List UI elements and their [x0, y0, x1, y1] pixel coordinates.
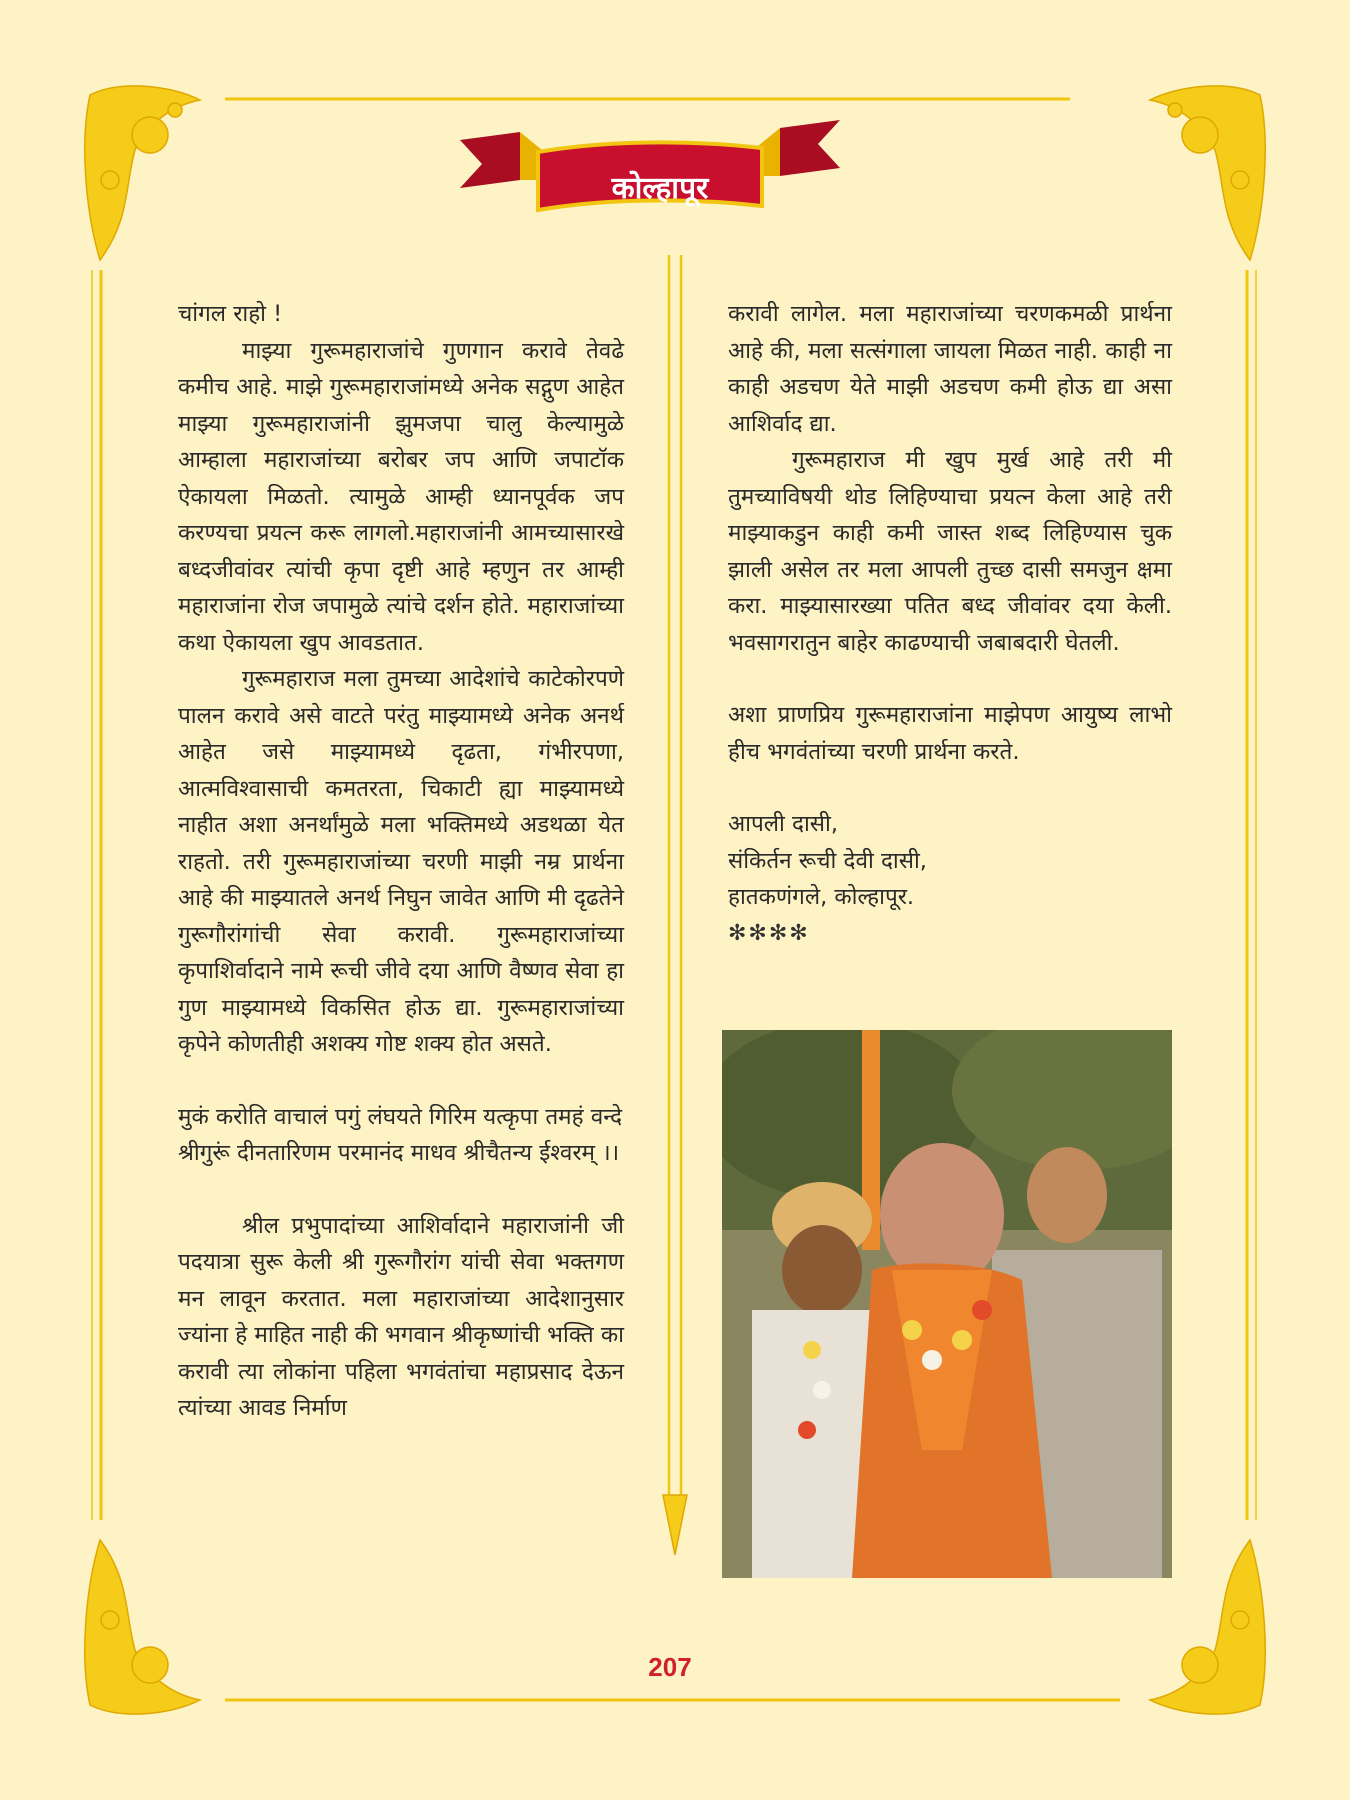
paragraph: गुरूमहाराज मला तुमच्या आदेशांचे काटेकोरपणे पालन करावे असे वाटते परंतु माझ्यामध्ये अनेक अनर्थ आहेत जसे माझ्यामध्ये दृढता, गंभीरपणा, आत्मविश्वासाची कमतरता, चिकाटी ह्या माझ्यामध्ये नाहीत अशा अनर्थांमुळे मला भक्तिमध्ये अडथळा येत राहतो. तरी गुरूमहाराजांच्या चरणी माझी नम्र प्रार्थना आहे की माझ्यातले अनर्थ निघुन जावेत आणि मी दृढतेने गुरूगौरांगांची सेवा करावी. गुरूमहाराजांच्या कृपाशिर्वादाने नामे रूची जीवे दया आणि वैष्णव सेवा हा गुण माझ्यामध्ये विकसित होऊ द्या. गुरूमहाराजांच्या कृपेने कोणतीही अशक्य गोष्ट शक्य होत असते. — [178, 666, 624, 1057]
column-divider — [655, 255, 695, 1555]
left-column — [178, 296, 624, 1427]
right-column — [728, 296, 1172, 952]
paragraph: श्रील प्रभुपादांच्या आशिर्वादाने महाराजांनी जी पदयात्रा सुरू केली श्री गुरूगौरांग यांची सेवा भक्तगण मन लावून करतात. मला महाराजांच्या आदेशानुसार ज्यांना हे माहित नाही की भगवान श्रीकृष्णांची भक्ति का करावी त्या लोकांना पहिला भगवंतांचा महाप्रसाद देऊन त्यांच्या आवड निर्माण — [178, 1212, 624, 1421]
photo-illustration — [722, 1030, 1172, 1578]
paragraph: चांगल राहो ! — [178, 301, 283, 327]
paragraph: अशा प्राणप्रिय गुरूमहाराजांना माझेपण आयुष्य लाभो हीच भगवंतांच्या चरणी प्रार्थना करते. — [728, 702, 1172, 765]
corner-ornament-icon — [85, 86, 200, 260]
signature-line: हातकणंगले, कोल्हापूर. — [728, 884, 915, 910]
verse-line: मुकं करोति वाचालं पगुं लंघयते गिरिम यत्कृपा तमहं वन्दे — [178, 1103, 623, 1130]
paragraph: करावी लागेल. मला महाराजांच्या चरणकमळी प्रार्थना आहे की, मला सत्संगाला जायला मिळत नाही. काही ना काही अडचण येते माझी अडचण कमी होऊ द्या असा आशिर्वाद द्या. — [728, 301, 1172, 437]
photo — [722, 1030, 1172, 1578]
page-title: कोल्हापूर — [611, 171, 709, 206]
page-number: 207 — [648, 1652, 692, 1682]
verse-line: श्रीगुरूं दीनतारिणम परमानंद माधव श्रीचैतन्य ईश्वरम् ।। — [178, 1140, 620, 1166]
signature-line: संकिर्तन रूची देवी दासी, — [728, 847, 927, 874]
paragraph: माझ्या गुरूमहाराजांचे गुणगान करावे तेवढे कमीच आहे. माझे गुरूमहाराजांमध्ये अनेक सद्गुण आहेत माझ्या गुरूमहाराजांनी झुमजपा चालु केल्यामुळे आम्हाला महाराजांच्या बरोबर जप आणि जपाटॉक ऐकायला मिळतो. त्यामुळे आम्ही ध्यानपूर्वक जप करण्यचा प्रयत्न करू लागलो.महाराजांनी आमच्यासारखे बध्दजीवांवर त्यांची कृपा दृष्टी आहे म्हणुन तर आम्ही महाराजांना रोज जपामुळे त्यांचे दर्शन होते. महाराजांच्या कथा ऐकायला खुप आवडतात. — [178, 337, 624, 656]
signature-line: आपली दासी, — [728, 811, 838, 837]
paragraph: गुरूमहाराज मी खुप मुर्ख आहे तरी मी तुमच्याविषयी थोड लिहिण्याचा प्रयत्न केला आहे तरी माझ्याकडुन काही कमी जास्त शब्द लिहिण्यास चुक झाली असेल तर मला आपली तुच्छ दासी समजुन क्षमा करा. माझ्यासारख्या पतित बध्द जीवांवर दया केली. भवसागरातुन बाहेर काढण्याची जबाबदारी घेतली. — [728, 447, 1172, 656]
separator-stars: ✻✻✻✻ — [728, 920, 810, 946]
